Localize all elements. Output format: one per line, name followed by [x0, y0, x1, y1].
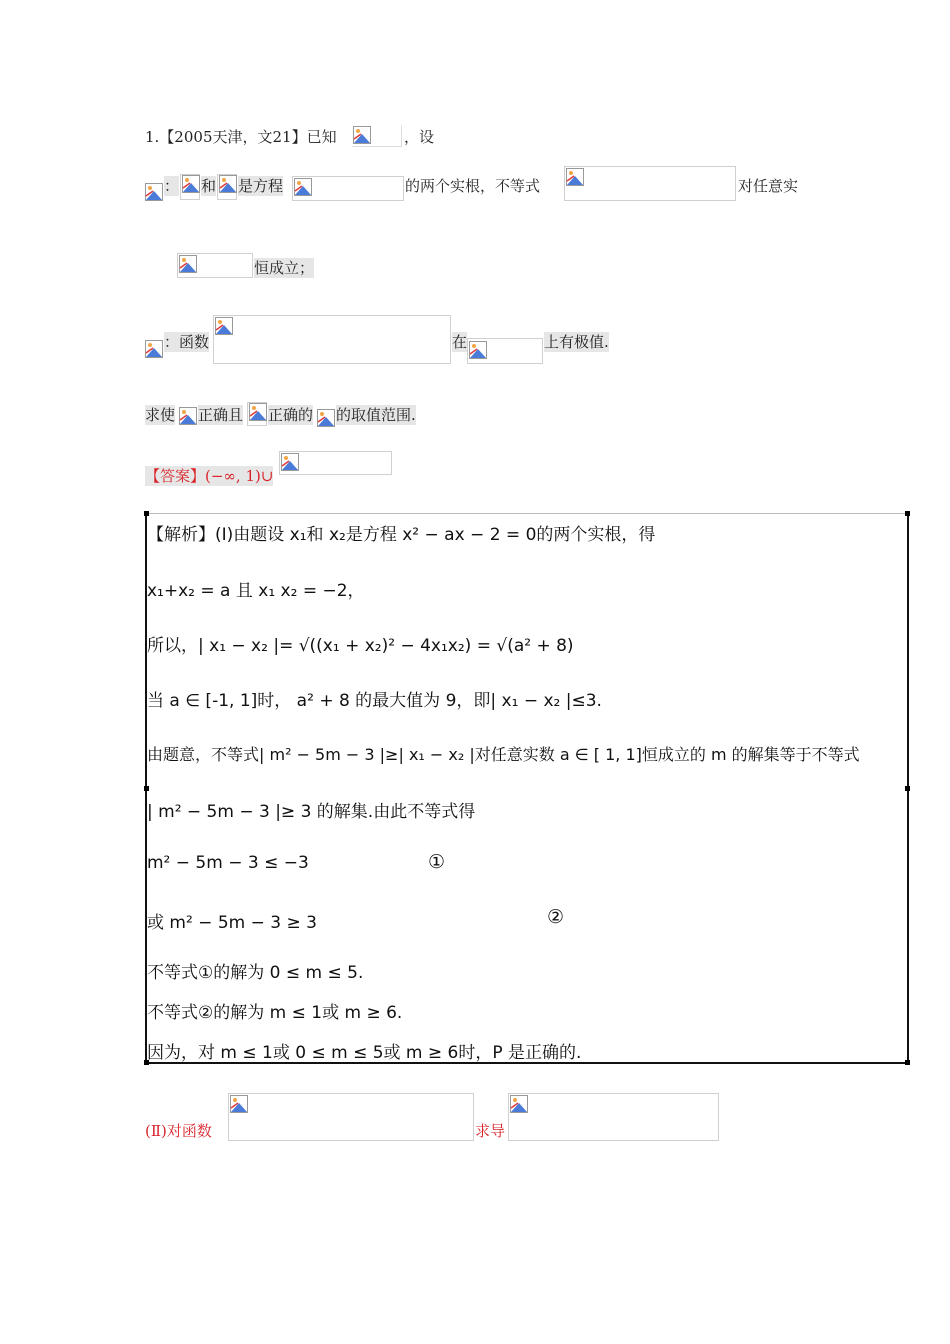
broken-image-icon: [179, 255, 197, 273]
analysis-line: 所以，| x₁ − x₂ |= √((x₁ + x₂)² − 4x₁x₂) = √(a² + 8): [147, 636, 574, 656]
broken-image-icon: [294, 178, 312, 196]
p-for-any: 对任意实: [738, 177, 799, 195]
formula-image-placeholder: [228, 1093, 474, 1141]
p-colon: ：: [164, 177, 180, 195]
p-is-equation: 是方程: [238, 177, 284, 195]
analysis-line: 不等式①的解为 0 ≤ m ≤ 5.: [147, 963, 364, 983]
broken-image-icon: [230, 1095, 248, 1113]
analysis-line: 由题意，不等式| m² − 5m − 3 |≥| x₁ − x₂ |对任意实数 a ∈ [ 1, 1]恒成立的 m 的解集等于不等式: [147, 745, 860, 764]
formula-image-placeholder: [217, 174, 237, 200]
formula-image-placeholder: [279, 451, 392, 475]
resize-handle: [905, 511, 910, 516]
formula-image-placeholder: [352, 125, 402, 147]
broken-image-icon: [353, 126, 371, 144]
formula-image-placeholder: [213, 315, 451, 364]
resize-handle: [905, 786, 910, 791]
q-colon: ：函数: [164, 333, 210, 351]
answer-label: 【答案】: [145, 467, 206, 485]
analysis-image: [145, 513, 909, 1064]
formula-image-placeholder: [247, 402, 267, 426]
ask-part1: 求使: [145, 406, 176, 424]
formula-image-placeholder: [177, 253, 253, 278]
part2-text: (Ⅱ)对函数: [145, 1122, 212, 1140]
formula-image-placeholder: [467, 338, 543, 364]
analysis-line: | m² − 5m − 3 |≥ 3 的解集.由此不等式得: [147, 802, 476, 822]
broken-image-icon: [219, 175, 237, 193]
analysis-line: 不等式②的解为 m ≤ 1或 m ≥ 6.: [147, 1003, 403, 1023]
equation-mark-1: ①: [428, 851, 446, 873]
ask-part4: 的取值范围.: [336, 406, 416, 424]
analysis-line: 因为，对 m ≤ 1或 0 ≤ m ≤ 5或 m ≥ 6时，P 是正确的.: [147, 1043, 582, 1063]
p-holds: 恒成立；: [254, 259, 315, 277]
formula-image-placeholder: [180, 174, 200, 200]
problem-intro-tail: ，设: [404, 128, 435, 146]
equation-mark-2: ②: [547, 906, 565, 928]
answer-value: (−∞, 1)∪: [205, 467, 274, 485]
formula-image-placeholder: [508, 1093, 719, 1141]
q-at: 在: [452, 333, 468, 351]
ask-part3: 正确的: [268, 406, 314, 424]
broken-image-icon: [145, 183, 163, 201]
broken-image-icon: [179, 407, 197, 425]
broken-image-icon: [215, 317, 233, 335]
broken-image-icon: [469, 341, 487, 359]
analysis-line: 或 m² − 5m − 3 ≥ 3: [147, 913, 317, 933]
broken-image-icon: [145, 340, 163, 358]
q-extreme: 上有极值.: [544, 333, 609, 351]
part2-derive: 求导: [475, 1122, 506, 1140]
ask-part2: 正确且: [198, 406, 244, 424]
broken-image-icon: [510, 1095, 528, 1113]
analysis-line: m² − 5m − 3 ≤ −3: [147, 853, 309, 873]
formula-image-placeholder: [292, 176, 404, 201]
broken-image-icon: [182, 175, 200, 193]
broken-image-icon: [281, 453, 299, 471]
resize-handle: [905, 1060, 910, 1065]
problem-intro: 1.【2005天津，文21】已知: [145, 128, 337, 146]
broken-image-icon: [566, 168, 584, 186]
analysis-line: 当 a ∈ [-1, 1]时， a² + 8 的最大值为 9，即| x₁ − x₂ |≤3.: [147, 691, 602, 711]
broken-image-icon: [317, 409, 335, 427]
resize-handle: [144, 511, 149, 516]
analysis-line: 【解析】(Ⅰ)由题设 x₁和 x₂是方程 x² − ax − 2 = 0的两个实根，得: [147, 525, 656, 545]
p-and: 和: [201, 177, 217, 195]
resize-handle: [144, 786, 149, 791]
broken-image-icon: [249, 403, 267, 421]
p-two-roots: 的两个实根，不等式: [405, 177, 541, 195]
formula-image-placeholder: [564, 166, 736, 201]
analysis-line: x₁+x₂ = a 且 x₁ x₂ = −2，: [147, 581, 365, 601]
